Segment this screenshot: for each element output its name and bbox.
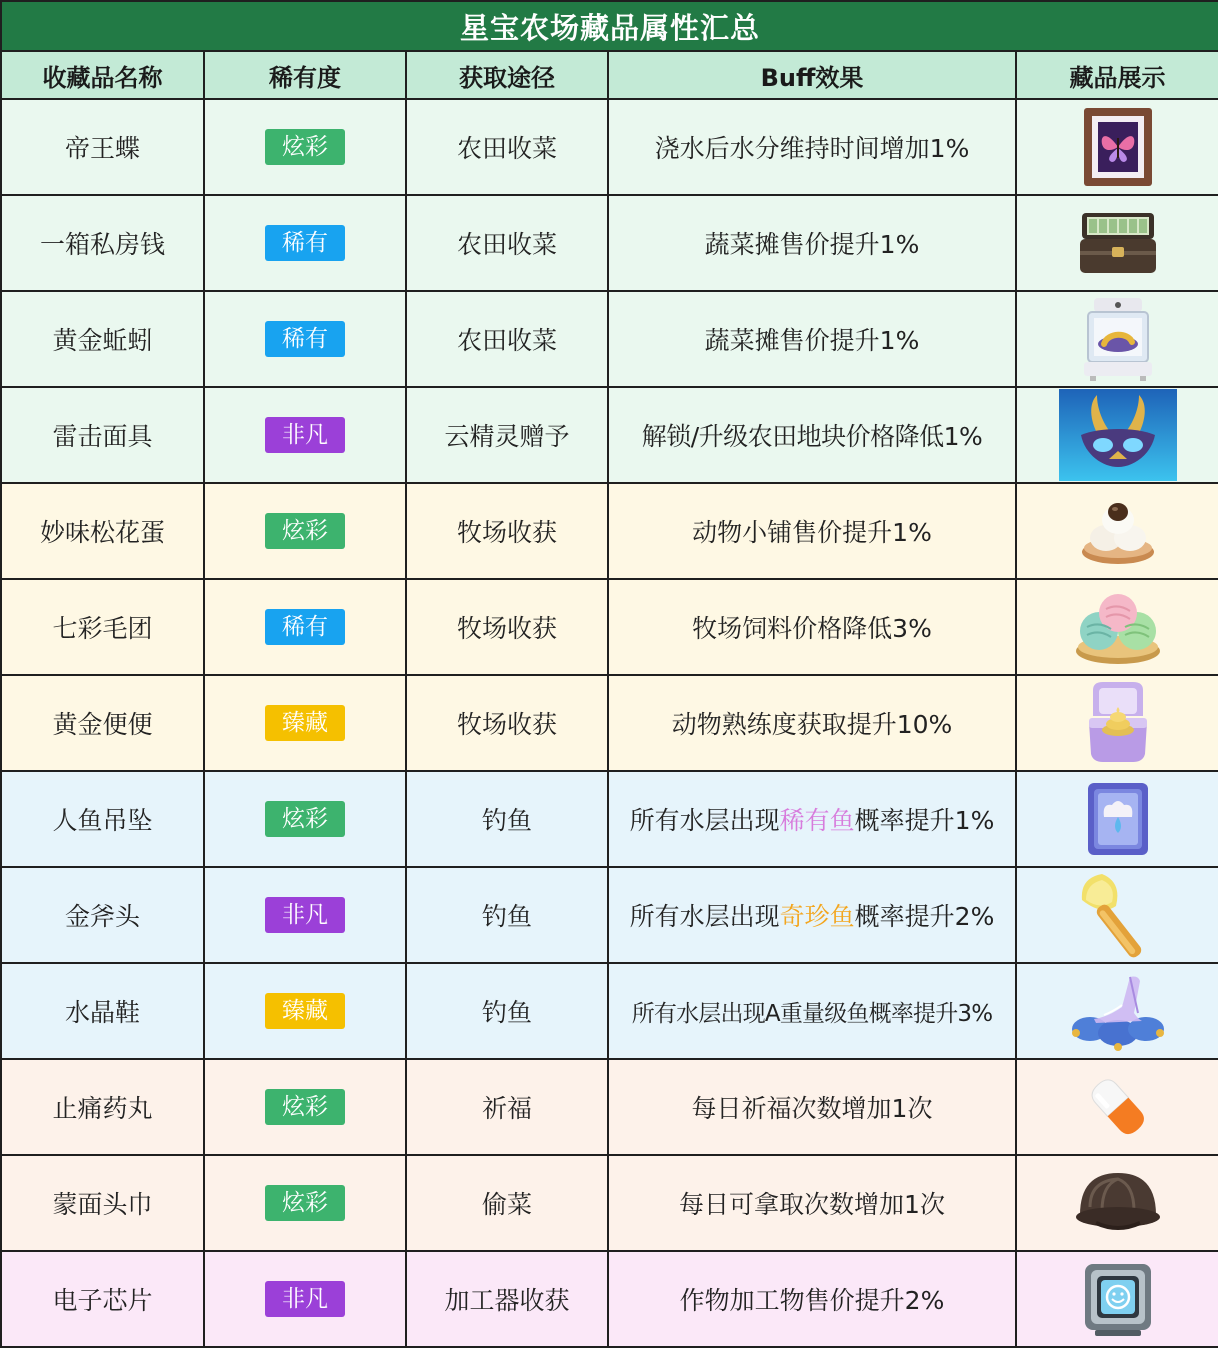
buff-suffix: 概率提升2% [854, 902, 995, 931]
buff-suffix: 概率提升1% [854, 806, 995, 835]
table-row [1, 1059, 1218, 1155]
buff-prefix: 所有水层出现 [629, 806, 780, 835]
item-buff [608, 771, 1016, 867]
rarity-badge: 炫彩 [265, 1185, 345, 1221]
item-source: 农田收菜 [406, 291, 608, 387]
header-row [1, 51, 1218, 99]
rarity-badge: 炫彩 [265, 513, 345, 549]
item-name: 帝王蝶 [1, 99, 204, 195]
table-row [1, 675, 1218, 771]
item-source: 偷菜 [406, 1155, 608, 1251]
table-row [1, 195, 1218, 291]
table-row [1, 387, 1218, 483]
rarity-badge: 稀有 [265, 609, 345, 645]
item-name: 蒙面头巾 [1, 1155, 204, 1251]
item-buff: 浇水后水分维持时间增加1% [608, 99, 1016, 195]
item-buff: 动物小铺售价提升1% [608, 483, 1016, 579]
rarity-badge: 臻藏 [265, 993, 345, 1029]
item-source: 钓鱼 [406, 867, 608, 963]
item-source: 牧场收获 [406, 483, 608, 579]
table-row [1, 483, 1218, 579]
item-source: 钓鱼 [406, 771, 608, 867]
item-buff: 作物加工物售价提升2% [608, 1251, 1016, 1347]
header-rarity: 稀有度 [204, 51, 406, 99]
chip-icon [1081, 1260, 1155, 1338]
item-name: 金斧头 [1, 867, 204, 963]
money-case-icon [1078, 207, 1158, 279]
butterfly-frame-icon [1078, 104, 1158, 190]
table-row [1, 99, 1218, 195]
item-buff: 解锁/升级农田地块价格降低1% [608, 387, 1016, 483]
rarity-badge: 非凡 [265, 897, 345, 933]
item-name: 电子芯片 [1, 1251, 204, 1347]
item-buff: 每日可拿取次数增加1次 [608, 1155, 1016, 1251]
table-row [1, 1251, 1218, 1347]
item-buff: 动物熟练度获取提升10% [608, 675, 1016, 771]
worm-display-icon [1080, 296, 1156, 382]
item-name: 雷击面具 [1, 387, 204, 483]
item-name: 一箱私房钱 [1, 195, 204, 291]
rarity-badge: 炫彩 [265, 129, 345, 165]
preserved-egg-icon [1078, 494, 1158, 568]
pill-icon [1088, 1075, 1148, 1139]
table-row [1, 1155, 1218, 1251]
item-name: 人鱼吊坠 [1, 771, 204, 867]
rarity-badge: 非凡 [265, 417, 345, 453]
thief-hat-icon [1072, 1167, 1164, 1239]
item-source: 农田收菜 [406, 195, 608, 291]
item-source: 牧场收获 [406, 675, 608, 771]
header-name: 收藏品名称 [1, 51, 204, 99]
item-source: 农田收菜 [406, 99, 608, 195]
item-name: 七彩毛团 [1, 579, 204, 675]
item-buff: 所有水层出现A重量级鱼概率提升3% [608, 963, 1016, 1059]
item-buff: 牧场饲料价格降低3% [608, 579, 1016, 675]
item-source: 加工器收获 [406, 1251, 608, 1347]
table-row [1, 771, 1218, 867]
table-row [1, 963, 1218, 1059]
table-row [1, 579, 1218, 675]
header-display: 藏品展示 [1016, 51, 1218, 99]
header-buff: Buff效果 [608, 51, 1016, 99]
header-source: 获取途径 [406, 51, 608, 99]
item-name: 妙味松花蛋 [1, 483, 204, 579]
mermaid-pendant-icon [1084, 779, 1152, 859]
rarity-badge: 非凡 [265, 1281, 345, 1317]
item-buff: 蔬菜摊售价提升1% [608, 291, 1016, 387]
item-source: 钓鱼 [406, 963, 608, 1059]
item-source: 云精灵赠予 [406, 387, 608, 483]
buff-highlight: 稀有鱼 [779, 806, 855, 835]
item-name: 黄金便便 [1, 675, 204, 771]
table-row [1, 291, 1218, 387]
buff-highlight: 奇珍鱼 [779, 902, 855, 931]
rarity-badge: 炫彩 [265, 1089, 345, 1125]
rarity-badge: 稀有 [265, 225, 345, 261]
yarn-balls-icon [1073, 587, 1163, 667]
rarity-badge: 炫彩 [265, 801, 345, 837]
rarity-badge: 臻藏 [265, 705, 345, 741]
item-name: 止痛药丸 [1, 1059, 204, 1155]
thunder-mask-icon [1059, 389, 1177, 481]
item-buff: 蔬菜摊售价提升1% [608, 195, 1016, 291]
rarity-badge: 稀有 [265, 321, 345, 357]
golden-poop-ring-box-icon [1085, 680, 1151, 766]
item-name: 水晶鞋 [1, 963, 204, 1059]
item-name: 黄金蚯蚓 [1, 291, 204, 387]
table-row [1, 867, 1218, 963]
item-source: 祈福 [406, 1059, 608, 1155]
crystal-shoe-icon [1068, 967, 1168, 1055]
buff-prefix: 所有水层出现 [629, 902, 780, 931]
golden-axe-icon [1072, 870, 1164, 960]
item-buff: 每日祈福次数增加1次 [608, 1059, 1016, 1155]
item-source: 牧场收获 [406, 579, 608, 675]
item-buff [608, 867, 1016, 963]
table-title: 星宝农场藏品属性汇总 [1, 1, 1218, 51]
